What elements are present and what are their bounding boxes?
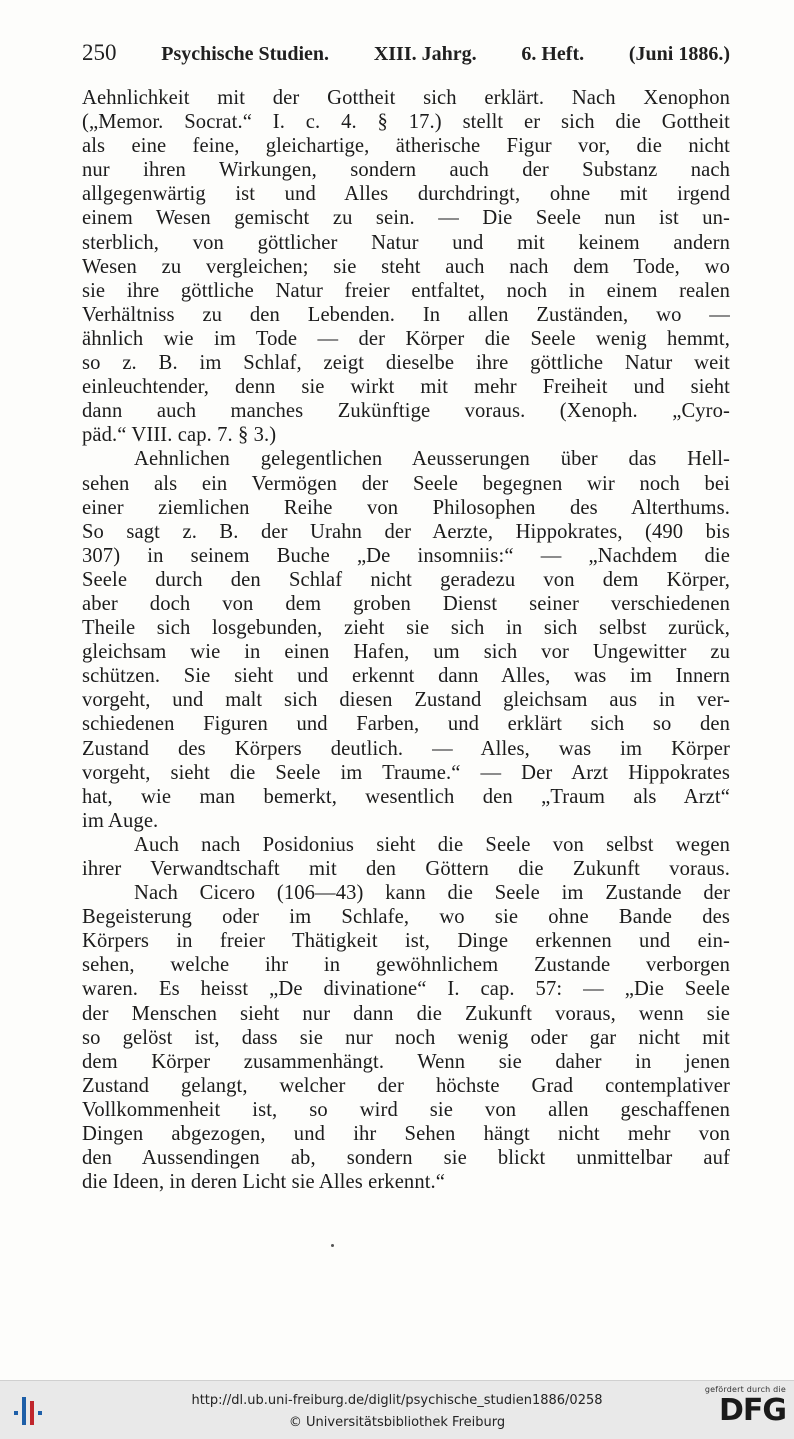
text-line: Verhältniss zu den Lebenden. In allen Zuständen, wo —: [82, 303, 730, 326]
text-line: im Auge.: [82, 809, 159, 832]
text-line: („Memor. Socrat.“ I. c. 4. § 17.) stellt er sich die Gottheit: [82, 111, 730, 134]
text-line: So sagt z. B. der Urahn der Aerzte, Hippokrates, (490 bis: [82, 520, 730, 543]
text-line: so z. B. im Schlaf, zeigt dieselbe ihre göttliche Natur weit: [82, 352, 730, 375]
text-line: hat, wie man bemerkt, wesentlich den „Traum als Arzt“: [82, 785, 730, 808]
text-line: Zustand des Körpers deutlich. — Alles, was im Körper: [82, 737, 730, 760]
text-line: Seele durch den Schlaf nicht geradezu von dem Körper,: [82, 568, 730, 591]
document-url[interactable]: http://dl.ub.uni-freiburg.de/diglit/psychische_studien1886/0258: [191, 1393, 603, 1408]
text-line: nur ihren Wirkungen, sondern auch der Substanz nach: [82, 159, 730, 182]
text-line: den Aussendingen ab, sondern sie blickt unmittelbar auf: [82, 1147, 730, 1170]
text-line: einer ziemlichen Reihe von Philosophen des Alterthums.: [82, 496, 730, 519]
text-line: einleuchtender, denn sie wirkt mit mehr Freiheit und sieht: [82, 376, 730, 399]
text-line: sehen als ein Vermögen der Seele begegnen wir noch bei: [82, 472, 730, 495]
issue-date: (Juni 1886.): [628, 43, 730, 65]
text-line: aber doch von dem groben Dienst seiner verschiedenen: [82, 592, 730, 615]
issue-label: 6. Heft.: [521, 43, 585, 65]
journal-title: Psychische Studien.: [161, 43, 330, 65]
text-line: Vollkommenheit ist, so wird sie von allen geschaffenen: [82, 1098, 730, 1121]
text-line: die Ideen, in deren Licht sie Alles erkennt.“: [82, 1171, 446, 1194]
text-line: als eine feine, gleichartige, ätherische Figur vor, die nicht: [82, 135, 730, 158]
text-line: gleichsam wie in einen Hafen, um sich vor Ungewitter zu: [82, 641, 730, 664]
text-line: sie ihre göttliche Natur freier entfaltet, noch in einem realen: [82, 279, 730, 302]
text-line: einem Wesen gemischt zu sein. — Die Seele nun ist un-: [82, 207, 730, 230]
text-line: Körpers in freier Thätigkeit ist, Dinge erkennen und ein-: [82, 930, 730, 953]
page-number: 250: [82, 40, 117, 65]
dfg-logo: [700, 1385, 786, 1435]
text-line: ähnlich wie im Tode — der Körper die Seele wenig hemmt,: [82, 327, 730, 350]
text-line: Dingen abgezogen, und ihr Sehen hängt nicht mehr von: [82, 1123, 730, 1146]
funding-caption: gefördert durch die: [704, 1385, 786, 1394]
text-line: päd.“ VIII. cap. 7. § 3.): [82, 424, 277, 447]
text-line: Zustand gelangt, welcher der höchste Grad contemplativer: [82, 1074, 730, 1097]
text-line: schützen. Sie sieht und erkennt dann Alles, was im Innern: [82, 665, 730, 688]
text-line: dann auch manches Zukünftige voraus. (Xenoph. „Cyro-: [82, 400, 730, 423]
text-line: vorgeht, und malt sich diesen Zustand gleichsam aus in ver-: [82, 689, 730, 712]
text-line: 307) in seinem Buche „De insomniis:“ — „Nachdem die: [82, 544, 730, 567]
text-line: allgegenwärtig ist und Alles durchdringt, ohne mit irgend: [82, 183, 730, 206]
text-line: Auch nach Posidonius sieht die Seele von selbst wegen: [134, 833, 730, 856]
text-line: dem Körper zusammenhängt. Wenn sie daher in jenen: [82, 1050, 730, 1073]
running-header: [82, 40, 730, 70]
text-line: so gelöst ist, dass sie nur noch wenig oder gar nicht mit: [82, 1026, 730, 1049]
text-line: sehen, welche ihr in gewöhnlichem Zustande verborgen: [82, 954, 730, 977]
text-line: vorgeht, sieht die Seele im Traume.“ — Der Arzt Hippokrates: [82, 761, 730, 784]
text-line: Wesen zu vergleichen; sie steht auch nach dem Tode, wo: [82, 255, 730, 278]
text-line: sterblich, von göttlicher Natur und mit keinem andern: [82, 231, 730, 254]
stray-mark: [331, 1244, 334, 1247]
text-line: waren. Es heisst „De divinatione“ I. cap. 57: — „Die Seele: [82, 978, 730, 1001]
text-line: Begeisterung oder im Schlafe, wo sie ohne Bande des: [82, 906, 730, 929]
body-text: [82, 86, 730, 1194]
dfg-logo-text: DFG: [718, 1393, 786, 1428]
text-line: ihrer Verwandtschaft mit den Göttern die Zukunft voraus.: [82, 858, 730, 880]
volume-label: XIII. Jahrg.: [373, 43, 477, 65]
copyright-notice: © Universitätsbibliothek Freiburg: [288, 1415, 506, 1430]
text-line: schiedenen Figuren und Farben, und erklärt sich so den: [82, 713, 730, 736]
text-line: Aehnlichkeit mit der Gottheit sich erklärt. Nach Xenophon: [82, 87, 730, 109]
text-line: Aehnlichen gelegentlichen Aeusserungen über das Hell-: [134, 448, 730, 471]
text-line: der Menschen sieht nur dann die Zukunft voraus, wenn sie: [82, 1002, 730, 1025]
viewer-footer: [0, 1380, 794, 1439]
text-line: Theile sich losgebunden, zieht sie sich in sich selbst zurück,: [82, 617, 730, 640]
text-line: Nach Cicero (106—43) kann die Seele im Zustande der: [134, 882, 730, 905]
